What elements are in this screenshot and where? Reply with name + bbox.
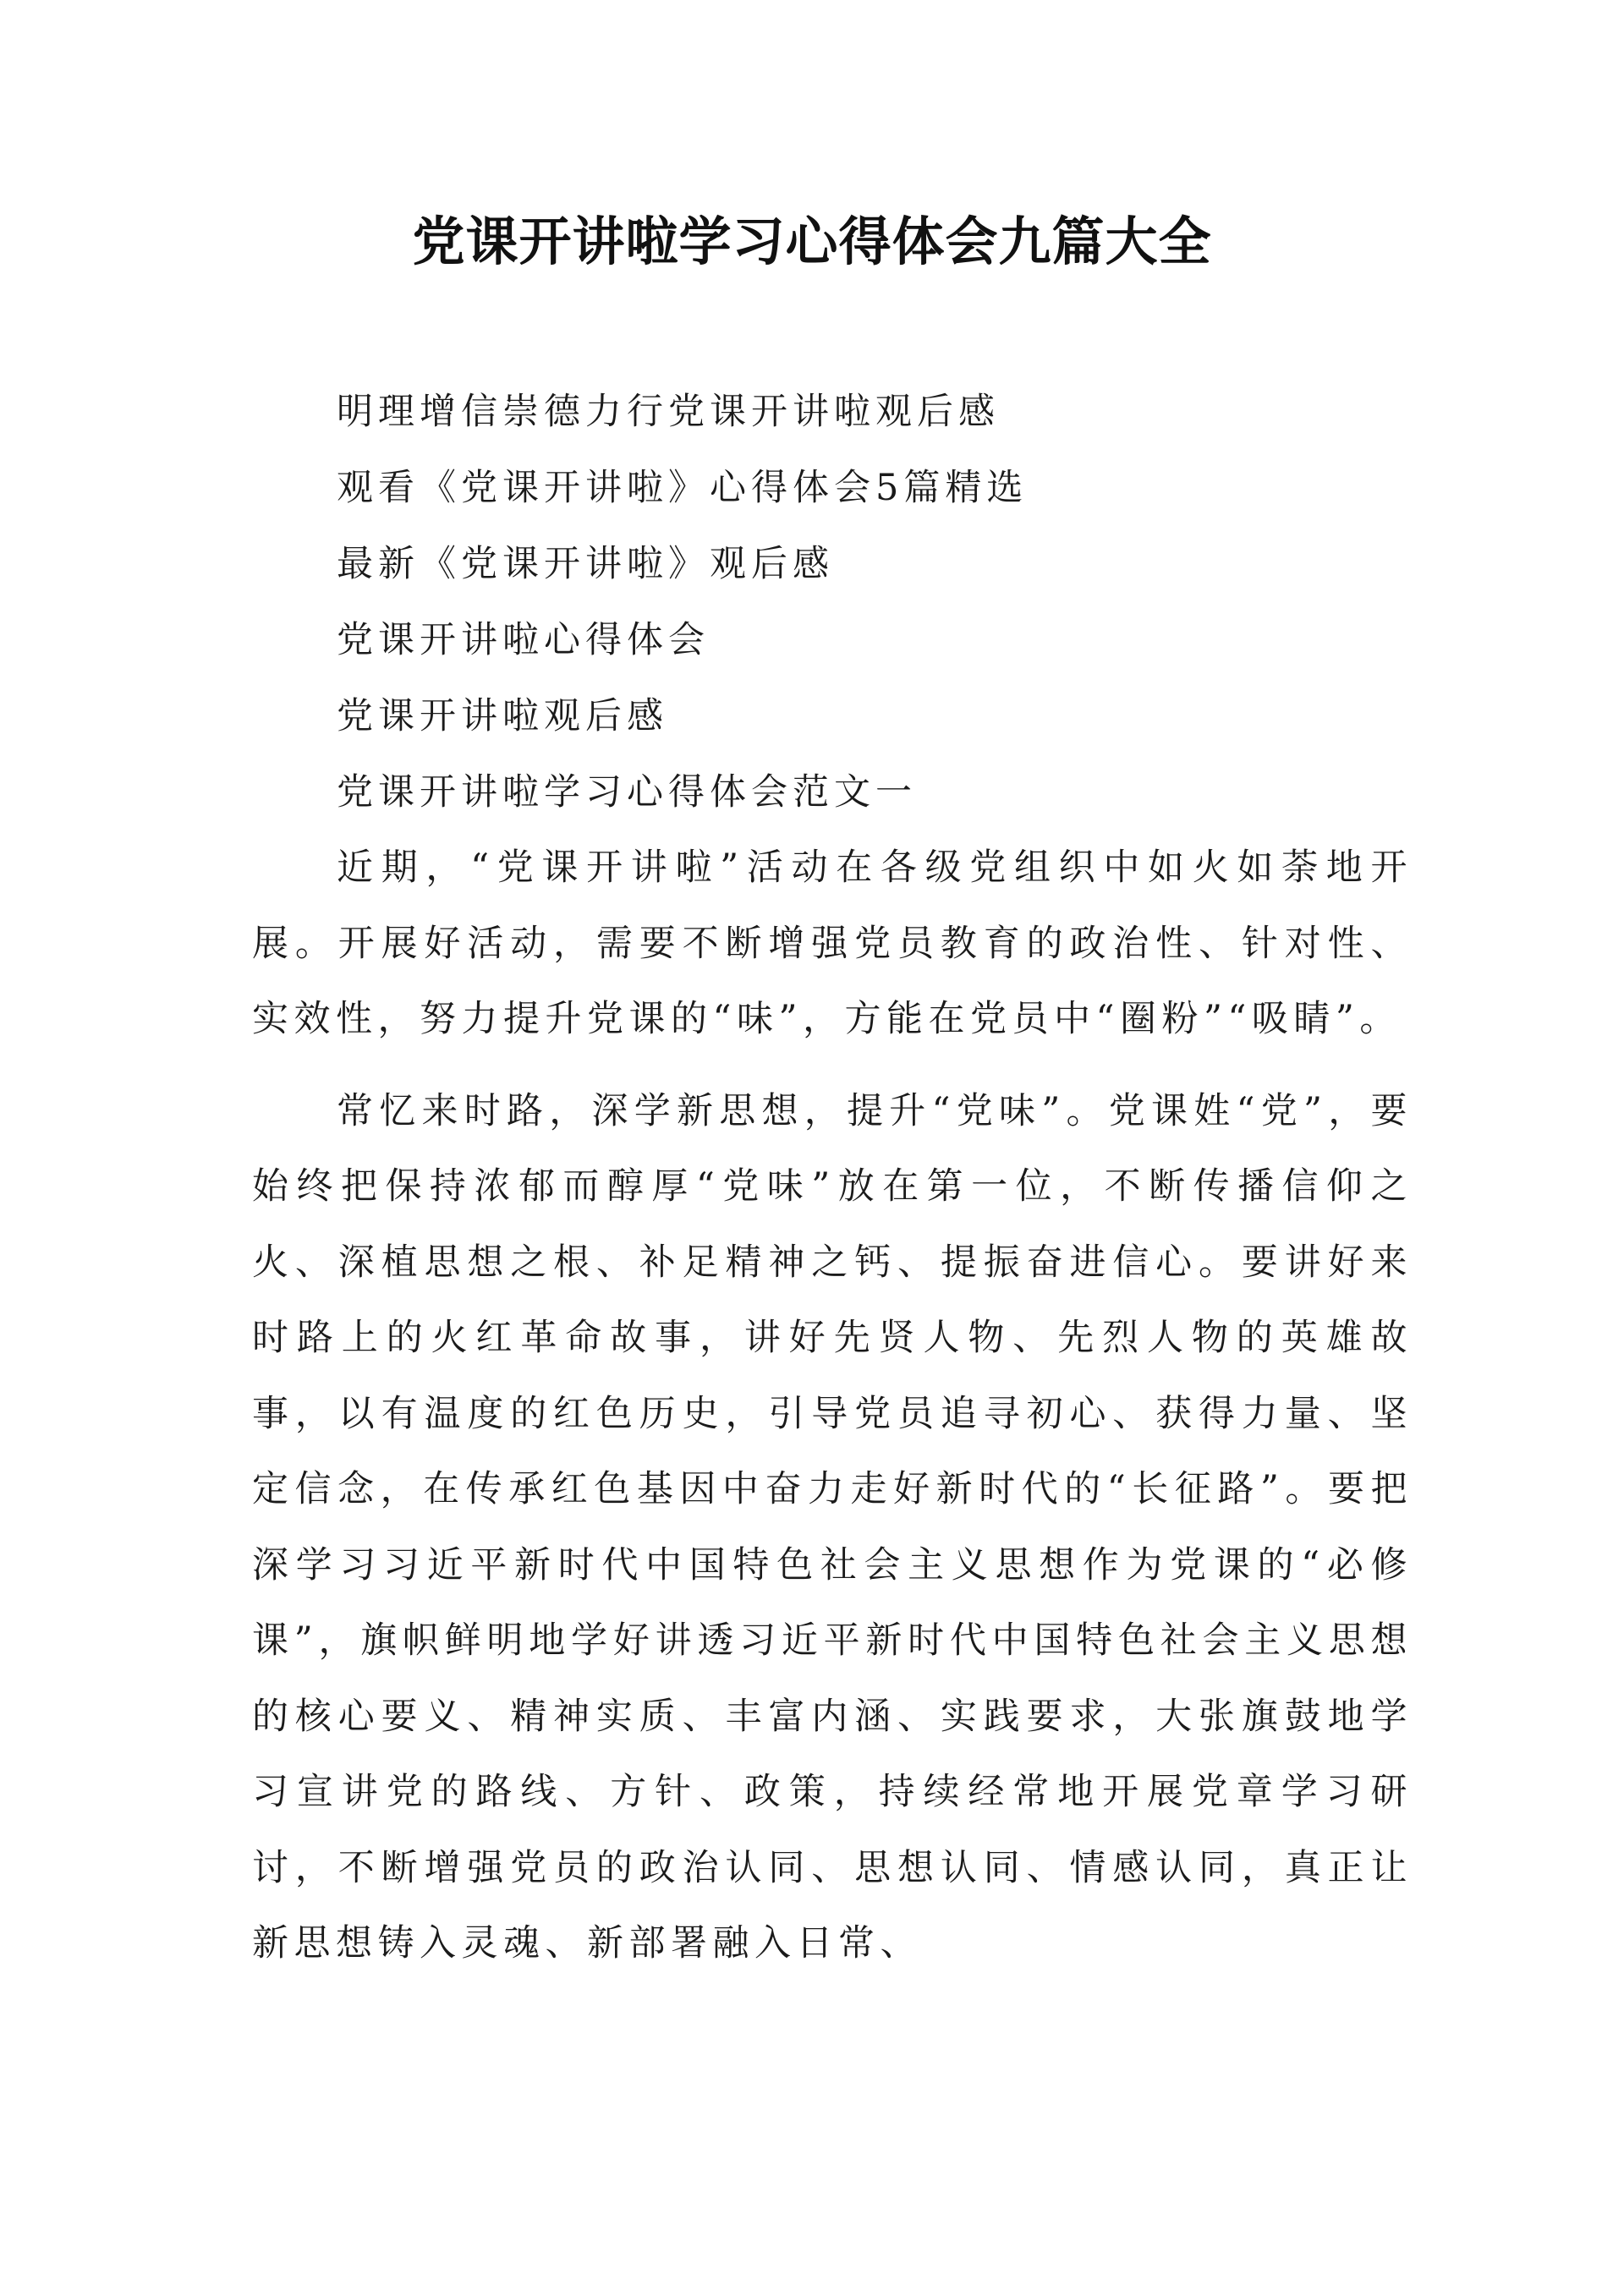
table-of-contents bbox=[337, 374, 1028, 830]
body-paragraph: 常忆来时路，深学新思想，提升“党味”。党课姓“党”，要始终把保持浓郁而醇厚“党味”放在第一位，不断传播信仰之火、深植思想之根、补足精神之钙、提振奋进信心。要讲好来时路上的火红革命故事，讲好先贤人物、先烈人物的英雄故事，以有温度的红色历史，引导党员追寻初心、获得力量、坚定信念，在传承红色基因中奋力走好新时代的“长征路”。要把深学习习近平新时代中国特色社会主义思想作为党课的“必修课”，旗帜鲜明地学好讲透习近平新时代中国特色社会主义思想的核心要义、精神实质、丰富内涵、实践要求，大张旗鼓地学习宣讲党的路线、方针、政策，持续经常地开展党章学习研讨，不断增强党员的政治认同、思想认同、情感认同，真正让新思想铸入灵魂、新部署融入日常、 bbox=[252, 1089, 1413, 1964]
toc-item: 党课开讲啦观后感 bbox=[337, 695, 668, 737]
document-body bbox=[252, 830, 1413, 1982]
toc-item: 观看《党课开讲啦》心得体会5篇精选 bbox=[337, 467, 1029, 509]
toc-item: 最新《党课开讲啦》观后感 bbox=[337, 543, 834, 585]
body-paragraph: 近期，“党课开讲啦”活动在各级党组织中如火如荼地开展。开展好活动，需要不断增强党员教育的政治性、针对性、实效性，努力提升党课的“味”，方能在党员中“圈粉”“吸睛”。 bbox=[252, 847, 1413, 1040]
toc-item: 明理增信崇德力行党课开讲啦观后感 bbox=[337, 391, 1000, 433]
toc-item: 党课开讲啦心得体会 bbox=[337, 619, 710, 661]
toc-item: 党课开讲啦学习心得体会范文一 bbox=[337, 771, 917, 814]
document-title: 党课开讲啦学习心得体会九篇大全 bbox=[412, 211, 1212, 272]
